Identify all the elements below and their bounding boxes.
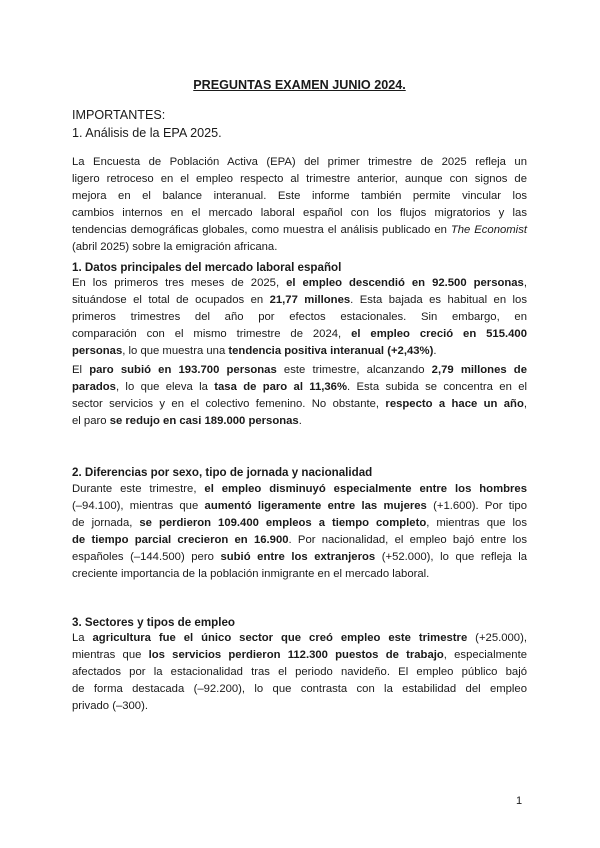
paragraph-line: sector servicios y en el colectivo femenino. No obstante, respecto a hace un año,: [72, 398, 527, 410]
document-title: PREGUNTAS EXAMEN JUNIO 2024.: [193, 78, 406, 92]
section-2-paragraph-1: [72, 481, 527, 583]
paragraph-line: Durante este trimestre, el empleo disminuyó especialmente entre los hombres: [72, 483, 527, 495]
intro-line: cambios internos en el mercado laboral español con los flujos migratorios y las: [72, 207, 527, 219]
important-label: IMPORTANTES:: [72, 108, 166, 122]
paragraph-line: (–94.100), mientras que aumentó ligeramente entre las mujeres (+1.600). Por tipo: [72, 500, 527, 512]
intro-line: La Encuesta de Población Activa (EPA) del primer trimestre de 2025 refleja un: [72, 156, 527, 168]
paragraph-line: españoles (–144.500) pero subió entre los extranjeros (+52.000), lo que refleja la: [72, 551, 528, 563]
paragraph-line: de forma destacada (–92.200), lo que contrasta con la estabilidad del empleo: [72, 683, 527, 695]
paragraph-line: privado (–300).: [72, 700, 148, 712]
paragraph-line: personas, lo que muestra una tendencia positiva interanual (+2,43%).: [72, 345, 437, 357]
section-item-1: 1. Análisis de la EPA 2025.: [72, 126, 222, 140]
paragraph-line: comparación con el mismo trimestre de 2024, el empleo creció en 515.400: [72, 328, 527, 340]
paragraph-line: el paro se redujo en casi 189.000 personas.: [72, 415, 302, 427]
paragraph-line: parados, lo que eleva la tasa de paro al 11,36%. Esta subida se concentra en el: [72, 381, 527, 393]
paragraph-line: de tiempo parcial crecieron en 16.900. Por nacionalidad, el empleo bajó entre los: [72, 534, 527, 546]
paragraph-line: En los primeros tres meses de 2025, el empleo descendió en 92.500 personas,: [72, 277, 527, 289]
section-3-heading: 3. Sectores y tipos de empleo: [72, 616, 236, 629]
paragraph-line: El paro subió en 193.700 personas este trimestre, alcanzando 2,79 millones de: [72, 364, 527, 376]
paragraph-line: de jornada, se perdieron 109.400 empleos a tiempo completo, mientras que los: [72, 517, 527, 529]
section-3-paragraph-1: [72, 630, 527, 715]
section-2-heading: 2. Diferencias por sexo, tipo de jornada y nacionalidad: [72, 466, 373, 479]
intro-line: (abril 2025) sobre la emigración africana.: [72, 241, 278, 253]
the-economist: The Economist: [450, 224, 527, 236]
intro-line: ligero retroceso en el empleo respecto al trimestre anterior, aunque con signos de: [72, 173, 527, 185]
paragraph-line: mientras que los servicios perdieron 112.300 puestos de trabajo, especialmente: [72, 649, 527, 661]
paragraph-line: primeros trimestres del año por efectos estacionales. Sin embargo, en: [72, 311, 527, 323]
paragraph-line: afectados por la estacionalidad tras el periodo navideño. El empleo público bajó: [72, 666, 527, 678]
paragraph-line: creciente importancia de la población inmigrante en el mercado laboral.: [72, 568, 430, 580]
page-number: 1: [516, 795, 523, 807]
paragraph-line: situándose el total de ocupados en 21,77 millones. Esta bajada es habitual en los: [72, 294, 527, 306]
section-1-paragraph-1: [72, 275, 527, 360]
intro-line: tendencias demográficas globales, como muestra el análisis publicado en The Economist: [72, 224, 527, 236]
paragraph-line: La agricultura fue el único sector que creó empleo este trimestre (+25.000),: [72, 632, 527, 644]
intro-line: mejora en el balance interanual. Este informe también permite vincular los: [72, 190, 527, 202]
section-1-paragraph-2: [72, 362, 527, 430]
intro-paragraph: [72, 154, 527, 256]
section-1-heading: 1. Datos principales del mercado laboral español: [72, 261, 342, 274]
